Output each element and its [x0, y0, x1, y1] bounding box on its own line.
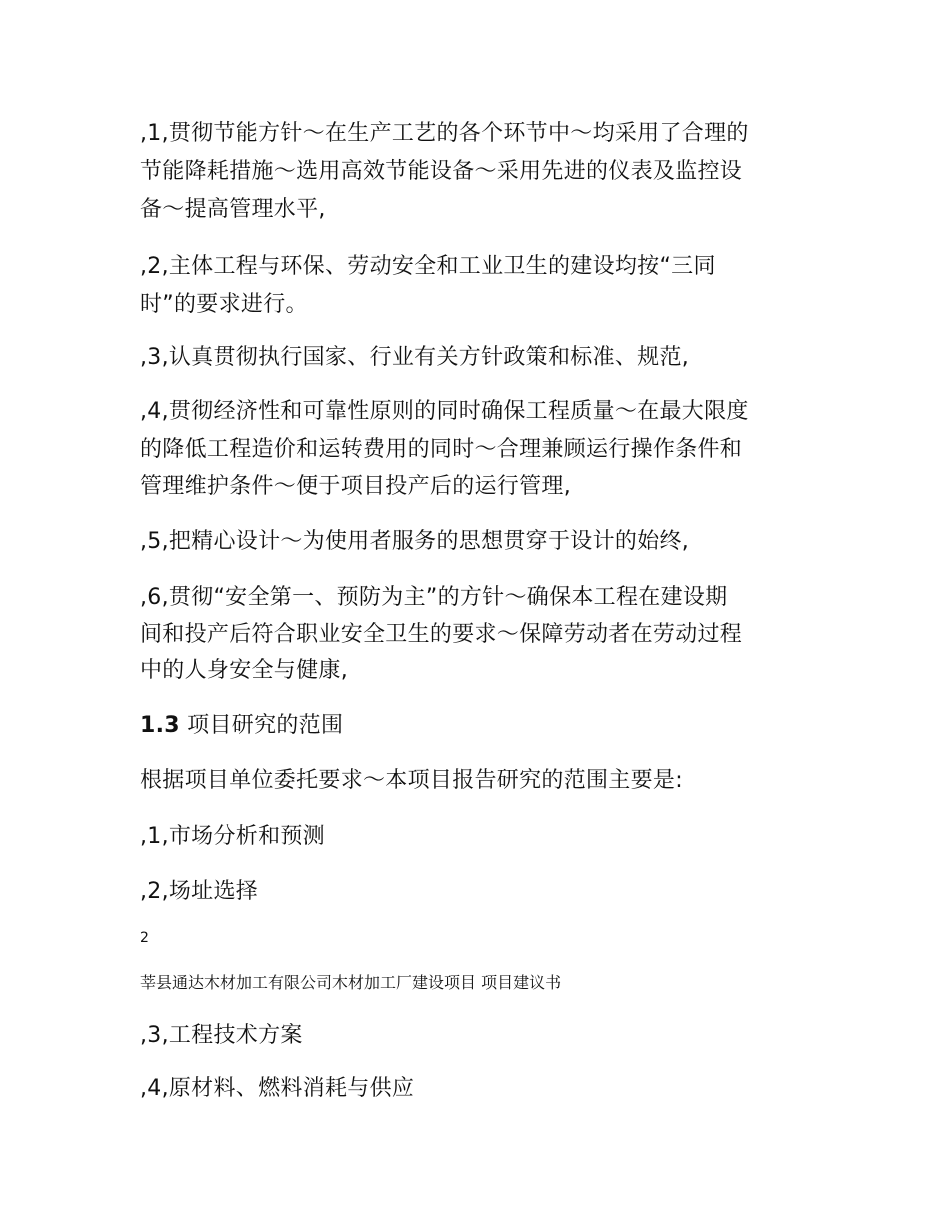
list-item-4: ,4,原材料、燃料消耗与供应	[140, 1076, 415, 1101]
section-title: 项目研究的范围	[187, 713, 344, 738]
paragraph-2-line-1: ,2,主体工程与环保、劳动安全和工业卫生的建设均按“三同	[140, 254, 716, 279]
paragraph-6-line-1: ,6,贯彻“安全第一、预防为主”的方针～确保本工程在建设期	[140, 585, 728, 610]
paragraph-5-line-1: ,5,把精心设计～为使用者服务的思想贯穿于设计的始终,	[140, 529, 690, 554]
page-number: 2	[140, 930, 149, 946]
section-intro: 根据项目单位委托要求～本项目报告研究的范围主要是:	[140, 768, 683, 793]
paragraph-2-line-2: 时”的要求进行。	[140, 292, 308, 317]
paragraph-1-line-1: ,1,贯彻节能方针～在生产工艺的各个环节中～均采用了合理的	[140, 121, 749, 146]
list-item-1: ,1,市场分析和预测	[140, 824, 325, 849]
paragraph-6-line-3: 中的人身安全与健康,	[140, 658, 348, 683]
section-heading	[140, 711, 343, 741]
paragraph-3-line-1: ,3,认真贯彻执行国家、行业有关方针政策和标准、规范,	[140, 345, 690, 370]
list-item-3: ,3,工程技术方案	[140, 1023, 303, 1048]
list-item-2: ,2,场址选择	[140, 879, 259, 904]
paragraph-1-line-2: 节能降耗措施～选用高效节能设备～采用先进的仪表及监控设	[140, 159, 743, 184]
paragraph-1-line-3: 备～提高管理水平,	[140, 197, 326, 222]
section-number: 1.3	[140, 713, 180, 738]
paragraph-4-line-2: 的降低工程造价和运转费用的同时～合理兼顾运行操作条件和	[140, 437, 743, 462]
paragraph-4-line-3: 管理维护条件～便于项目投产后的运行管理,	[140, 474, 571, 499]
running-header: 莘县通达木材加工有限公司木材加工厂建设项目 项目建议书	[140, 973, 562, 992]
paragraph-4-line-1: ,4,贯彻经济性和可靠性原则的同时确保工程质量～在最大限度	[140, 399, 749, 424]
paragraph-6-line-2: 间和投产后符合职业安全卫生的要求～保障劳动者在劳动过程	[140, 622, 743, 647]
